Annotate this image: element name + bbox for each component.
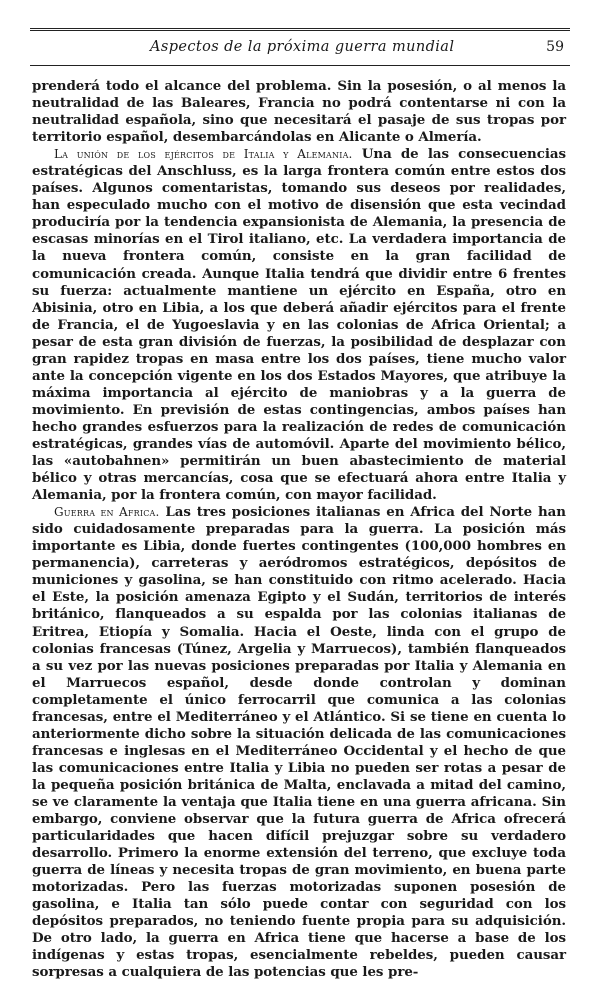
page-number: 59	[546, 39, 564, 55]
paragraph-text: Las tres posiciones italianas en Africa del Norte han sido cuidadosamente preparadas para la guerra. La posición más importante es Libia, donde fuertes contingentes (100,000 hombres en permanencia), carreteras y aeródromos estratégicos, depósitos de municiones y gasolina, se han constituido con ritmo acelerado. Hacia el Este, la posición amenaza Egipto y el Sudán, territorios de interés británico, flanqueados a su espalda por las colonias italianas de Eritrea, Etiopía y Somalia. Hacia el Oeste, linda con el grupo de colonias francesas (Túnez, Argelia y Marruecos), también flanqueados a su vez por las nuevas posiciones preparadas por Italia y Alemania en el Marruecos español, desde donde controlan y dominan completamente el único ferrocarril que comunica a las colonias francesas, entre el Mediterráneo y el Atlántico. Si se tiene en cuenta lo anteriormente dicho sobre la situación delicada de las comunicaciones francesas e inglesas en el Mediterráneo Occidental y el hecho de que las comunicaciones entre Italia y Libia no pueden ser rotas a pesar de la pequeña posición británica de Malta, enclavada a mitad del camino, se ve claramente la ventaja que Italia tiene en una guerra africana. Sin embargo, conviene observar que la futura guerra de Africa ofrecerá particularidades que hacen difícil prejuzgar sobre su verdadero desarrollo. Primero la enorme extensión del terreno, que excluye toda guerra de líneas y necesita tropas de gran movimiento, en buena parte motorizadas. Pero las fuerzas motorizadas suponen posesión de gasolina, e Italia tan sólo puede contar con seguridad con los depósitos preparados, no teniendo fuente propia para su adquisición. De otro lado, la guerra en Africa tiene que hacerse a base de los indígenas y estas tropas, esencialmente rebeldes, pueden causar sorpresas a cualquiera de las potencias que les pre-	[32, 504, 566, 981]
section-lead-heading: Guerra en Africa.	[54, 505, 160, 520]
paragraph-continuation	[32, 78, 566, 146]
section-lead-heading: La unión de los ejércitos de Italia y Alemania.	[54, 147, 353, 162]
paragraph-text: Una de las consecuencias estratégicas del Anschluss, es la larga frontera común entre estos dos países. Algunos comentaristas, tomando sus deseos por realidades, han especulado mucho con el motivo de disensión que esta vecindad produciría por la tendencia expansionista de Alemania, la presencia de escasas minorías en el Tirol italiano, etc. La verdadera importancia de la nueva frontera común, consiste en la gran facilidad de comunicación creada. Aunque Italia tendrá que dividir entre 6 frentes su fuerza: actualmente mantiene un ejército en España, otro en Abisinia, otro en Libia, a los que deberá añadir ejércitos para el frente de Francia, el de Yugoeslavia y en las colonias de Africa Oriental; a pesar de esta gran división de fuerzas, la posibilidad de desplazar con gran rapidez tropas en masa entre los dos países, tiene mucho valor ante la concepción vigente en los dos Estados Mayores, que atribuye la máxima importancia al ejército de maniobras y a la guerra de movimiento. En previsión de estas contingencias, ambos países han hecho grandes esfuerzos para la realización de redes de comunicación estratégicas, grandes vías de automóvil. Aparte del movimiento bélico, las «autobahnen» permitirán un buen abastecimiento de material bélico y otras mercancías, cosa que se efectuará ahora entre Italia y Alemania, por la frontera común, con mayor facilidad.	[32, 146, 566, 504]
body-text	[32, 78, 566, 981]
running-title: Aspectos de la próxima guerra mundial	[150, 39, 455, 55]
paragraph-guerra-africa	[32, 504, 566, 981]
running-header	[30, 28, 570, 66]
paragraph-text: prenderá todo el alcance del problema. Sin la posesión, o al menos la neutralidad de las Baleares, Francia no podrá contentarse ni con la neutralidad española, sino que necesitará el pasaje de sus tropas por territorio español, desembarcándolas en Alicante o Almería.	[32, 78, 566, 146]
paragraph-union-ejercitos	[32, 146, 566, 504]
